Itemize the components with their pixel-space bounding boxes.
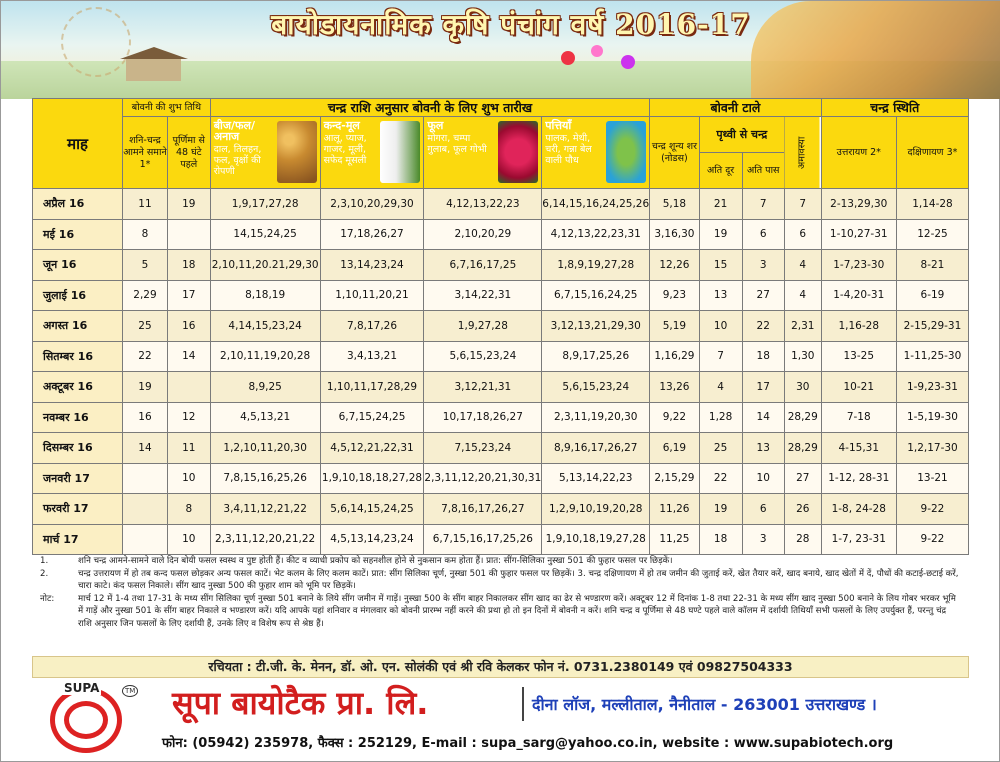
- cell-c1: 16: [123, 402, 168, 433]
- company-address: दीना लॉज, मल्लीताल, नैनीताल - 263001 उत्तराखण्ड ।: [532, 695, 877, 714]
- radish-icon: [380, 121, 420, 183]
- cell-near: 17: [742, 372, 784, 403]
- cell-leaf: 1,2,9,10,19,20,28: [542, 494, 650, 525]
- cell-leaf: 6,7,15,16,24,25: [542, 280, 650, 311]
- cell-month: दिसम्बर 16: [33, 433, 123, 464]
- cell-node: 5,19: [650, 311, 699, 342]
- header-banner: [1, 1, 1000, 99]
- category-leaf-desc: पालक, मेथी, चरी, गन्ना बेल वाली पौध: [545, 133, 592, 166]
- cell-dakshin: 8-21: [896, 250, 968, 281]
- cell-dakshin: 1,14-28: [896, 189, 968, 220]
- cell-far: 10: [699, 311, 742, 342]
- cell-c2: 10: [167, 524, 210, 555]
- cell-c2: 17: [167, 280, 210, 311]
- grain-icon: [277, 121, 317, 183]
- cell-leaf: 1,9,10,18,19,27,28: [542, 524, 650, 555]
- dakshinayan-header: दक्षिणायण 3*: [896, 117, 968, 189]
- cell-far: 19: [699, 219, 742, 250]
- cell-c2: [167, 219, 210, 250]
- cell-uttar: 1,16-28: [821, 311, 896, 342]
- cell-uttar: 7-18: [821, 402, 896, 433]
- cell-far: 13: [699, 280, 742, 311]
- cell-c1: 14: [123, 433, 168, 464]
- category-seed-name: बीज/फल/अनाज: [213, 119, 255, 143]
- cell-dakshin: 1,2,17-30: [896, 433, 968, 464]
- cell-c1: [123, 524, 168, 555]
- cell-near: 27: [742, 280, 784, 311]
- saturn-moon-header: शनि-चन्द्र आमने समाने 1*: [123, 117, 168, 189]
- cell-c2: 8: [167, 494, 210, 525]
- flowers-icon: [561, 41, 681, 81]
- cell-month: जून 16: [33, 250, 123, 281]
- cell-near: 14: [742, 402, 784, 433]
- table-row: [33, 524, 969, 555]
- cell-uttar: 13-25: [821, 341, 896, 372]
- earth-moon-header: पृथ्वी से चन्द्र: [699, 117, 784, 153]
- cell-c2: 11: [167, 433, 210, 464]
- zodiac-wheel-icon: [61, 7, 131, 77]
- category-root-name: कन्द-मूल: [323, 119, 360, 132]
- cell-seed: 2,10,11,20.21,29,30: [210, 250, 320, 281]
- good-date-header: बोवनी की शुभ तिथि: [123, 99, 211, 117]
- cell-amavasya: 28,29: [784, 402, 821, 433]
- cell-uttar: 10-21: [821, 372, 896, 403]
- far-header: अति दूर: [699, 153, 742, 189]
- cell-far: 4: [699, 372, 742, 403]
- cell-node: 9,22: [650, 402, 699, 433]
- cell-c1: [123, 494, 168, 525]
- cell-node: 2,15,29: [650, 463, 699, 494]
- cell-flower: 2,3,11,12,20,21,30,31: [424, 463, 542, 494]
- cell-seed: 7,8,15,16,25,26: [210, 463, 320, 494]
- cell-amavasya: 4: [784, 250, 821, 281]
- cell-root: 4,5,13,14,23,24: [320, 524, 424, 555]
- cell-uttar: 1-7,23-30: [821, 250, 896, 281]
- table-row: [33, 311, 969, 342]
- cell-flower: 7,8,16,17,26,27: [424, 494, 542, 525]
- cell-leaf: 8,9,17,25,26: [542, 341, 650, 372]
- cell-flower: 4,12,13,22,23: [424, 189, 542, 220]
- cell-flower: 2,10,20,29: [424, 219, 542, 250]
- cell-leaf: 6,14,15,16,24,25,26: [542, 189, 650, 220]
- cell-c2: 12: [167, 402, 210, 433]
- cell-amavasya: 2,31: [784, 311, 821, 342]
- cell-uttar: 1-12, 28-31: [821, 463, 896, 494]
- cell-dakshin: 1-11,25-30: [896, 341, 968, 372]
- cell-c1: 2,29: [123, 280, 168, 311]
- cell-c1: 11: [123, 189, 168, 220]
- cell-month: जनवरी 17: [33, 463, 123, 494]
- category-root: [320, 117, 424, 189]
- cell-dakshin: 9-22: [896, 524, 968, 555]
- cell-c1: [123, 463, 168, 494]
- cell-flower: 3,12,21,31: [424, 372, 542, 403]
- category-root-desc: आलू, प्याज, गाजर, मूली, सफेद मूसली: [323, 133, 367, 166]
- amavasya-header: अमावस्या: [784, 117, 821, 189]
- cell-near: 22: [742, 311, 784, 342]
- cell-seed: 3,4,11,12,21,22: [210, 494, 320, 525]
- moon-state-header: चन्द्र स्थिति: [821, 99, 968, 117]
- month-header: माह: [33, 99, 123, 189]
- cell-c1: 19: [123, 372, 168, 403]
- cell-near: 6: [742, 494, 784, 525]
- cell-node: 12,26: [650, 250, 699, 281]
- cell-month: नवम्बर 16: [33, 402, 123, 433]
- cell-far: 15: [699, 250, 742, 281]
- cell-leaf: 1,8,9,19,27,28: [542, 250, 650, 281]
- cell-far: 7: [699, 341, 742, 372]
- cell-uttar: 1-7, 23-31: [821, 524, 896, 555]
- cell-far: 22: [699, 463, 742, 494]
- avoid-sowing-header: बोवनी टाले: [650, 99, 821, 117]
- cell-flower: 7,15,23,24: [424, 433, 542, 464]
- cell-leaf: 8,9,16,17,26,27: [542, 433, 650, 464]
- cell-c2: 19: [167, 189, 210, 220]
- cell-flower: 10,17,18,26,27: [424, 402, 542, 433]
- cell-node: 13,26: [650, 372, 699, 403]
- cell-near: 13: [742, 433, 784, 464]
- cell-c1: 25: [123, 311, 168, 342]
- cell-month: फरवरी 17: [33, 494, 123, 525]
- logo-inner-ring: [64, 701, 108, 739]
- cell-flower: 6,7,16,17,25: [424, 250, 542, 281]
- cell-flower: 5,6,15,23,24: [424, 341, 542, 372]
- company-footer: [32, 679, 969, 759]
- cell-amavasya: 4: [784, 280, 821, 311]
- cell-month: मई 16: [33, 219, 123, 250]
- cell-dakshin: 6-19: [896, 280, 968, 311]
- cell-near: 3: [742, 524, 784, 555]
- cell-far: 1,28: [699, 402, 742, 433]
- cell-c2: 18: [167, 250, 210, 281]
- category-flower: [424, 117, 542, 189]
- cell-node: 1,16,29: [650, 341, 699, 372]
- cell-seed: 4,14,15,23,24: [210, 311, 320, 342]
- cell-seed: 1,2,10,11,20,30: [210, 433, 320, 464]
- calendar-table: [32, 98, 969, 555]
- cell-root: 17,18,26,27: [320, 219, 424, 250]
- cell-amavasya: 26: [784, 494, 821, 525]
- cell-node: 3,16,30: [650, 219, 699, 250]
- cell-node: 11,26: [650, 494, 699, 525]
- cell-near: 7: [742, 189, 784, 220]
- cell-root: 13,14,23,24: [320, 250, 424, 281]
- cell-c2: 14: [167, 341, 210, 372]
- cell-leaf: 2,3,11,19,20,30: [542, 402, 650, 433]
- category-leaf: [542, 117, 650, 189]
- cell-flower: 1,9,27,28: [424, 311, 542, 342]
- cell-seed: 8,9,25: [210, 372, 320, 403]
- cell-dakshin: 1-5,19-30: [896, 402, 968, 433]
- trademark-icon: TM: [122, 685, 138, 697]
- cell-root: 3,4,13,21: [320, 341, 424, 372]
- company-name: सूपा बायोटैक प्रा. लि.: [172, 684, 429, 722]
- moon-sign-header: चन्द्र राशि अनुसार बोवनी के लिए शुभ तारीख: [210, 99, 649, 117]
- cell-seed: 4,5,13,21: [210, 402, 320, 433]
- cell-seed: 2,3,11,12,20,21,22: [210, 524, 320, 555]
- table-row: [33, 494, 969, 525]
- node-header: चन्द्र शून्य शर (नोडस): [650, 117, 699, 189]
- divider: [522, 687, 524, 721]
- cell-amavasya: 27: [784, 463, 821, 494]
- table-row: [33, 280, 969, 311]
- table-row: [33, 250, 969, 281]
- cell-amavasya: 7: [784, 189, 821, 220]
- cell-uttar: 1-8, 24-28: [821, 494, 896, 525]
- cell-far: 25: [699, 433, 742, 464]
- page-title: बायोडायनामिक कृषि पंचांग वर्ष 2016-17: [271, 8, 751, 41]
- cell-amavasya: 30: [784, 372, 821, 403]
- category-flower-name: फूल: [427, 119, 444, 132]
- cell-uttar: 1-10,27-31: [821, 219, 896, 250]
- full-moon-header: पूर्णिमा से 48 घंटे पहले: [167, 117, 210, 189]
- cell-uttar: 4-15,31: [821, 433, 896, 464]
- cell-seed: 8,18,19: [210, 280, 320, 311]
- cell-root: 7,8,17,26: [320, 311, 424, 342]
- cell-c1: 22: [123, 341, 168, 372]
- cell-c2: 10: [167, 463, 210, 494]
- cell-leaf: 5,13,14,22,23: [542, 463, 650, 494]
- cell-c2: 16: [167, 311, 210, 342]
- table-row: [33, 189, 969, 220]
- cell-node: 6,19: [650, 433, 699, 464]
- cell-root: 1,10,11,20,21: [320, 280, 424, 311]
- cell-month: अप्रैल 16: [33, 189, 123, 220]
- table-row: [33, 433, 969, 464]
- author-credit: रचियता : टी.जी. के. मेनन, डॉ. ओ. एन. सोलंकी एवं श्री रवि केलकर फोन नं. 0731.2380149 एवं 09827504333: [32, 656, 969, 678]
- cell-c1: 5: [123, 250, 168, 281]
- table-row: [33, 341, 969, 372]
- cell-root: 1,9,10,18,18,27,28: [320, 463, 424, 494]
- cell-near: 10: [742, 463, 784, 494]
- cell-node: 9,23: [650, 280, 699, 311]
- cell-far: 19: [699, 494, 742, 525]
- cell-root: 5,6,14,15,24,25: [320, 494, 424, 525]
- cell-node: 5,18: [650, 189, 699, 220]
- cell-month: मार्च 17: [33, 524, 123, 555]
- cell-seed: 14,15,24,25: [210, 219, 320, 250]
- table-row: [33, 372, 969, 403]
- footnote-2: 2. चन्द्र उत्तरायण में हो तब कन्द फसल छोड़कर अन्य फसल काटें। भेट कलम के लिए कलम काटें। प्रात: सींग सिलिका चूर्ण, नुस्खा 501 की फुहार फसल पर छिड़कें। 3. चन्द्र दक्षिणायण में हो तब जमीन की जुताई करें, खेत तैयार करें, खाद बनाये, खाद खेतों में दें, पौधों की कटाई-छटाई करें, चारा काटे। कंद फसल निकाले। सींग खाद नुस्खा 500 की फुहार शाम को भूमि पर छिड़कें।: [40, 568, 959, 592]
- cell-amavasya: 28: [784, 524, 821, 555]
- footnote-1: 1. शनि चन्द्र आमने-सामने वाले दिन बोयी फसल स्वस्थ व पुष्ट होती हैं। कीट व व्याधी प्रकोप को सहनशील होने से नुकसान कम होता हैं। प्रात: सींग-सिलिका नुस्खा 501 की फुहार फसल पर छिड़कें।: [40, 556, 673, 566]
- category-seed-desc: दाल, तिलहन, फल, वृक्षों की रोपणी: [213, 144, 262, 177]
- cell-dakshin: 12-25: [896, 219, 968, 250]
- category-flower-desc: मोगरा, चम्पा गुलाब, फूल गोभी: [427, 133, 487, 155]
- cell-amavasya: 1,30: [784, 341, 821, 372]
- farmhouse-icon: [126, 59, 181, 81]
- cell-near: 18: [742, 341, 784, 372]
- cell-leaf: 4,12,13,22,23,31: [542, 219, 650, 250]
- cell-leaf: 3,12,13,21,29,30: [542, 311, 650, 342]
- cell-root: 1,10,11,17,28,29: [320, 372, 424, 403]
- cell-far: 21: [699, 189, 742, 220]
- table-row: [33, 219, 969, 250]
- cell-dakshin: 2-15,29-31: [896, 311, 968, 342]
- cell-node: 11,25: [650, 524, 699, 555]
- uttarayan-header: उत्तरायण 2*: [821, 117, 896, 189]
- cell-month: सितम्बर 16: [33, 341, 123, 372]
- cell-amavasya: 6: [784, 219, 821, 250]
- cell-dakshin: 9-22: [896, 494, 968, 525]
- cell-far: 18: [699, 524, 742, 555]
- cell-month: अक्टूबर 16: [33, 372, 123, 403]
- leaf-icon: [606, 121, 646, 183]
- cell-uttar: 1-4,20-31: [821, 280, 896, 311]
- logo-text: SUPA: [64, 681, 100, 695]
- supa-logo: [42, 683, 162, 755]
- cell-flower: 3,14,22,31: [424, 280, 542, 311]
- table-row: [33, 402, 969, 433]
- cell-root: 6,7,15,24,25: [320, 402, 424, 433]
- rose-icon: [498, 121, 538, 183]
- cell-month: अगस्त 16: [33, 311, 123, 342]
- cell-near: 3: [742, 250, 784, 281]
- cell-near: 6: [742, 219, 784, 250]
- cell-amavasya: 28,29: [784, 433, 821, 464]
- cell-c1: 8: [123, 219, 168, 250]
- cell-uttar: 2-13,29,30: [821, 189, 896, 220]
- cell-root: 4,5,12,21,22,31: [320, 433, 424, 464]
- table-row: [33, 463, 969, 494]
- cell-leaf: 5,6,15,23,24: [542, 372, 650, 403]
- cell-c2: [167, 372, 210, 403]
- footnotes: [32, 551, 969, 655]
- cell-seed: 2,10,11,19,20,28: [210, 341, 320, 372]
- cell-dakshin: 13-21: [896, 463, 968, 494]
- contact-info: फोन: (05942) 235978, फैक्स : 252129, E-mail : supa_sarg@yahoo.co.in, website : www.supabiotech.org: [162, 736, 894, 751]
- cell-flower: 6,7,15,16,17,25,26: [424, 524, 542, 555]
- category-seed: [210, 117, 320, 189]
- near-header: अति पास: [742, 153, 784, 189]
- footnote-note: नोट: मार्च 12 में 1-4 तथा 17-31 के मध्य सींग सिलिका चूर्ण नुस्खा 501 बनाने के लिये सींग जमीन में गाड़ें। नुस्खा 500 के सींग बाहर निकालकर सींग खाद का ढेर से भण्डारण करें। अक्टूबर 12 में दिनांक 1-8 तथा 22-31 के मध्य सींग खाद नुस्खा 500 बनाने के लिय गोबर भरकर भूमि में गाड़ें और नुस्खा 501 के सींग बाहर निकाले व भण्डारण करें। यदि आपके यहां शनिवार व मंगलवार को बोवनी प्रारम्भ नहीं करने की प्रथा हो तो इन दिनों में बोवनी न करें। शनि चन्द्र व पूर्णिमा से 48 घण्टे पहले वाले कॉलम में दर्शायी तिथियाँ सभी फसलों के लिए उपर्युक्त हैं, परन्तु चंद्र राशि अनुसार जिन फसलों के लिए दर्शायी हैं, उनके लिए व विशेष रूप से श्रेष्ठ हैं।: [40, 593, 956, 629]
- cell-dakshin: 1-9,23-31: [896, 372, 968, 403]
- cell-month: जुलाई 16: [33, 280, 123, 311]
- cell-seed: 1,9,17,27,28: [210, 189, 320, 220]
- category-leaf-name: पत्तियाँ: [545, 119, 572, 132]
- cell-root: 2,3,10,20,29,30: [320, 189, 424, 220]
